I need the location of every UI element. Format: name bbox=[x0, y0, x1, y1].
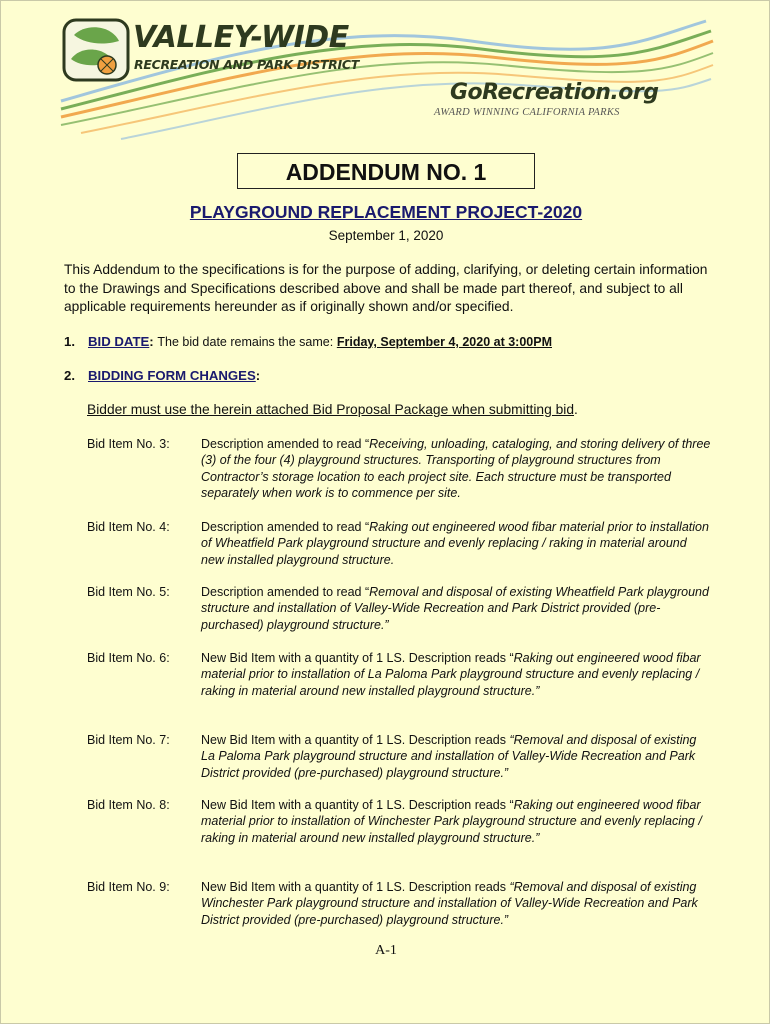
bid-item-label: Bid Item No. 5: bbox=[87, 585, 170, 599]
intro-paragraph: This Addendum to the specifications is for the purpose of adding, clarifying, or deleting certain information to the Drawings and Specifications described above and shall be made part thereof, and subject to all applicable requirements hereunder as if originally shown and/or specified. bbox=[64, 262, 708, 314]
district-logo-subtitle: RECREATION AND PARK DISTRICT bbox=[134, 57, 359, 72]
bid-date-text: The bid date remains the same: bbox=[157, 335, 334, 349]
bid-item-label: Bid Item No. 6: bbox=[87, 651, 170, 665]
project-title: PLAYGROUND REPLACEMENT PROJECT-2020 bbox=[189, 202, 583, 222]
tagline: AWARD WINNING CALIFORNIA PARKS bbox=[434, 107, 620, 118]
bid-item-description: New Bid Item with a quantity of 1 LS. Description reads “Raking out engineered wood fibar material prior to installation of La Paloma Park playground structure and evenly replacing / raking in material around new installed playground structure.” bbox=[201, 651, 701, 698]
section-heading: BID DATE bbox=[88, 334, 150, 349]
addendum-title-box bbox=[237, 153, 535, 189]
bid-item-label: Bid Item No. 3: bbox=[87, 437, 170, 451]
section-heading: BIDDING FORM CHANGES bbox=[88, 368, 256, 383]
bid-date-value: Friday, September 4, 2020 at 3:00PM bbox=[336, 335, 552, 349]
bid-item-description: New Bid Item with a quantity of 1 LS. Description reads “Removal and disposal of existing La Paloma Park playground structure and installation of Valley-Wide Recreation and Park District provided (pre-purchased) playground structure.” bbox=[201, 733, 697, 780]
website-logo: GoRecreation.org bbox=[450, 80, 659, 105]
bid-item-label: Bid Item No. 7: bbox=[87, 733, 170, 747]
bid-item-label: Bid Item No. 9: bbox=[87, 880, 170, 894]
document-date: September 1, 2020 bbox=[328, 228, 444, 243]
bid-item-description: Description amended to read “Removal and disposal of existing Wheatfield Park playground structure and installation of Valley-Wide Recreation and Park District provided (pre-purchased) playground structure.” bbox=[201, 585, 709, 632]
letterhead bbox=[1, 1, 770, 141]
section-colon: : bbox=[255, 368, 261, 383]
district-logo-name: VALLEY-WIDE bbox=[133, 20, 349, 55]
bid-item-label: Bid Item No. 4: bbox=[87, 520, 170, 534]
letterhead-swoosh-graphic bbox=[1, 1, 770, 141]
bid-item-description: New Bid Item with a quantity of 1 LS. Description reads “Raking out engineered wood fibar material prior to installation of Winchester Park playground structure and evenly replacing / raking in material around new installed playground structure.” bbox=[201, 798, 702, 845]
section-bid-date bbox=[64, 334, 552, 349]
bid-item-description: Description amended to read “Raking out engineered wood fibar material prior to installation of Wheatfield Park playground structure and evenly replacing / raking in material around new installed playground structure. bbox=[201, 520, 709, 567]
bid-item-description: New Bid Item with a quantity of 1 LS. Description reads “Removal and disposal of existing Winchester Park playground structure and installation of Valley-Wide Recreation and Park District provided (pre-purchased) playground structure.” bbox=[201, 880, 698, 927]
bid-item-description: Description amended to read “Receiving, unloading, cataloging, and storing delivery of three (3) of the four (4) playground structures. Transporting of playground structures from Contractor’s storage location to each project site. Each structure must be transported separately when work is to commence per site. bbox=[201, 437, 711, 501]
bid-item-label: Bid Item No. 8: bbox=[87, 798, 170, 812]
addendum-title: ADDENDUM NO. 1 bbox=[285, 159, 487, 185]
section-colon: : bbox=[149, 334, 154, 349]
page-number: A-1 bbox=[375, 943, 397, 958]
section-number: 2. bbox=[64, 368, 75, 383]
section-number: 1. bbox=[64, 334, 75, 349]
bid-package-note: Bidder must use the herein attached Bid Proposal Package when submitting bid. bbox=[87, 402, 578, 417]
section-bidding-form bbox=[64, 368, 260, 383]
